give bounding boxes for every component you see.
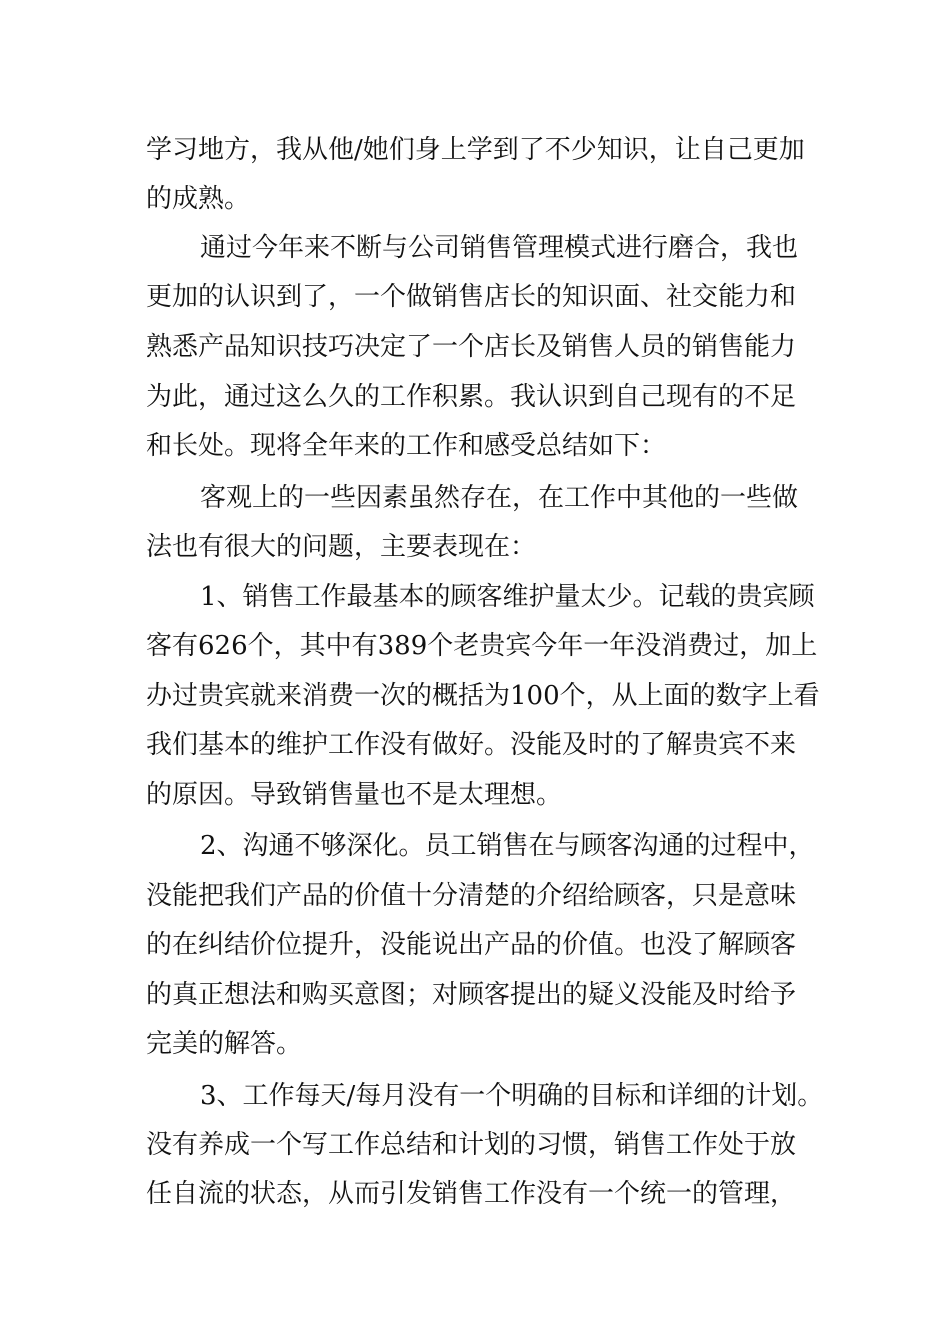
text-line: 任自流的状态，从而引发销售工作没有一个统一的管理， xyxy=(146,1179,797,1209)
text-line: 熟悉产品知识技巧决定了一个店长及销售人员的销售能力 xyxy=(146,332,797,362)
list-item-1-first-line: 1、销售工作最基本的顾客维护量太少。记载的贵宾顾 xyxy=(200,582,815,612)
paragraph-first-line: 通过今年来不断与公司销售管理模式进行磨合，我也 xyxy=(200,233,799,263)
list-item-3-first-line: 3、工作每天/每月没有一个明确的目标和详细的计划。 xyxy=(200,1081,824,1111)
text-line: 办过贵宾就来消费一次的概括为100个，从上面的数字上看 xyxy=(146,681,820,711)
text-line: 法也有很大的问题，主要表现在： xyxy=(146,532,537,562)
text-line: 和长处。现将全年来的工作和感受总结如下： xyxy=(146,431,667,461)
text-line: 学习地方，我从他/她们身上学到了不少知识，让自己更加 xyxy=(146,135,805,165)
text-line: 的在纠结价位提升，没能说出产品的价值。也没了解顾客 xyxy=(146,930,797,960)
text-line: 客有626个，其中有389个老贵宾今年一年没消费过，加上 xyxy=(146,631,818,661)
text-line: 为此，通过这么久的工作积累。我认识到自己现有的不足 xyxy=(146,382,797,412)
text-line: 完美的解答。 xyxy=(146,1029,303,1059)
text-line: 的成熟。 xyxy=(146,184,251,214)
text-line: 没能把我们产品的价值十分清楚的介绍给顾客，只是意味 xyxy=(146,881,797,911)
text-line: 我们基本的维护工作没有做好。没能及时的了解贵宾不来 xyxy=(146,730,797,760)
list-item-2-first-line: 2、沟通不够深化。员工销售在与顾客沟通的过程中， xyxy=(200,831,815,861)
paragraph-first-line: 客观上的一些因素虽然存在，在工作中其他的一些做 xyxy=(200,483,799,513)
text-line: 的原因。导致销售量也不是太理想。 xyxy=(146,780,563,810)
text-line: 的真正想法和购买意图；对顾客提出的疑义没能及时给予 xyxy=(146,980,797,1010)
text-line: 更加的认识到了，一个做销售店长的知识面、社交能力和 xyxy=(146,282,797,312)
text-line: 没有养成一个写工作总结和计划的习惯，销售工作处于放 xyxy=(146,1130,797,1160)
